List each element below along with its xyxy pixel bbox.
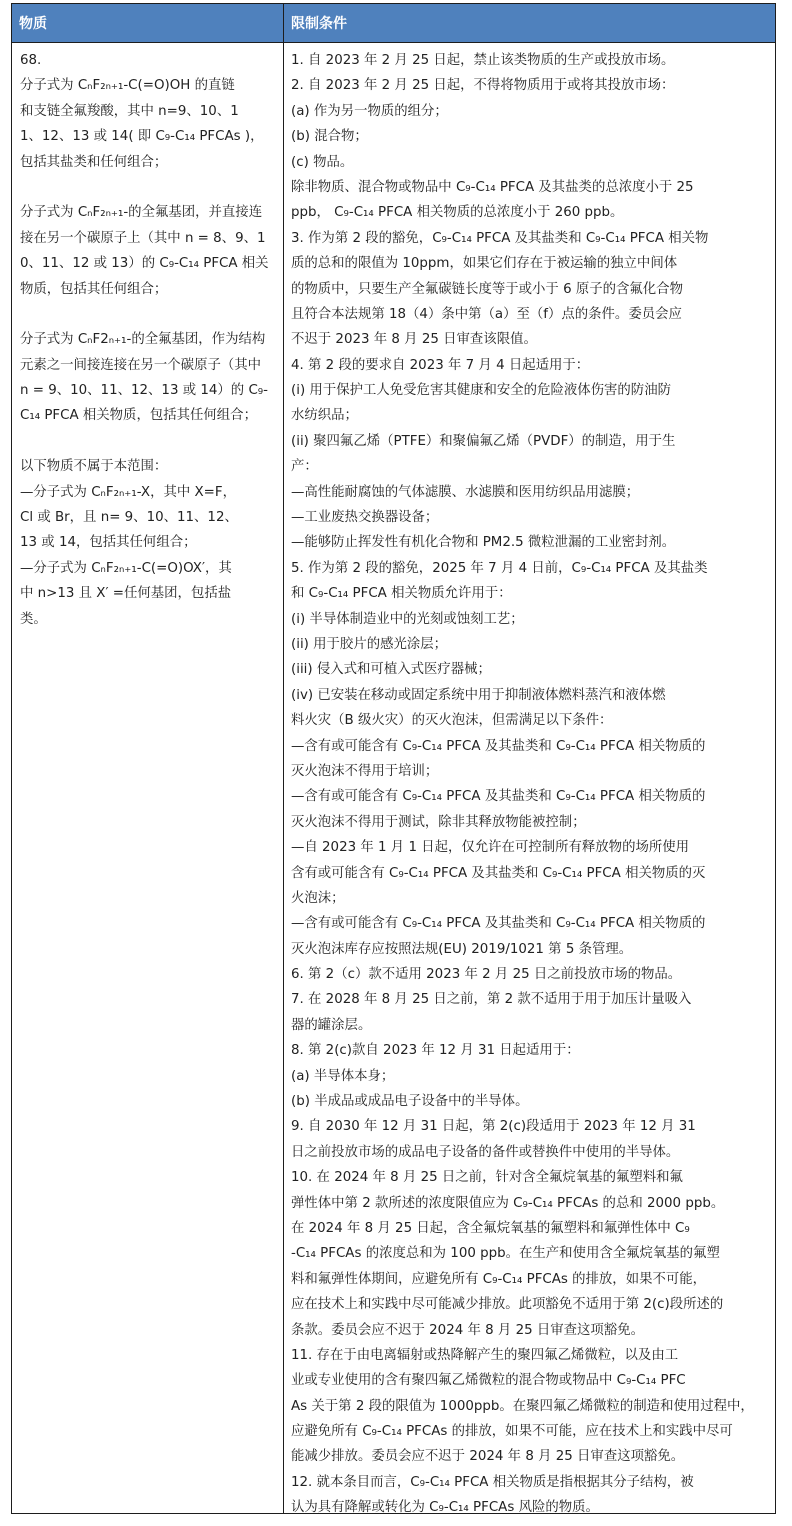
text-line: (a) 半导体本身； — [291, 1068, 395, 1084]
text-line: 分子式为 CₙF2ₙ₊₁-的全氟基团，作为结构 — [20, 332, 266, 348]
text-line: 元素之一间接连接在另一个碳原子（其中 — [20, 357, 262, 373]
table-header-row — [12, 4, 775, 43]
text-line: 应在技术上和实践中尽可能减少排放。此项豁免不适用于第 2(c)段所述的 — [291, 1297, 724, 1313]
text-line: 弹性体中第 2 款所述的浓度限值应为 C₉-C₁₄ PFCAs 的总和 2000 ppb。 — [291, 1195, 725, 1211]
text-line: (ii) 用于胶片的感光涂层； — [291, 636, 448, 652]
text-line: 13 或 14，包括其任何组合； — [20, 535, 197, 551]
text-line — [20, 429, 282, 454]
text-line: (b) 半成品或成品电子设备中的半导体。 — [291, 1094, 529, 1110]
header-substance: 物质 — [19, 16, 47, 32]
text-line: 条款。委员会应不迟于 2024 年 8 月 25 日审查这项豁免。 — [291, 1322, 644, 1338]
text-line: 物质，包括其任何组合； — [20, 281, 168, 297]
text-line: —工业废热交换器设备； — [291, 510, 439, 526]
text-line: 68. — [20, 53, 42, 68]
text-line: 包括其盐类和任何组合； — [20, 154, 168, 170]
text-line: 的物质中，只要生产全氟碳链长度等于或小于 6 原子的含氟化合物 — [291, 281, 683, 297]
text-line: 分子式为 CₙF₂ₙ₊₁-C(=O)OH 的直链 — [20, 78, 235, 94]
text-line: (i) 半导体制造业中的光刻或蚀刻工艺； — [291, 611, 524, 627]
text-line: 7. 在 2028 年 8 月 25 日之前，第 2 款不适用于用于加压计量吸入 — [291, 992, 692, 1008]
text-line: 料火灾（B 级火灾）的灭火泡沫，但需满足以下条件： — [291, 713, 613, 729]
text-line: 在 2024 年 8 月 25 日起，含全氟烷氧基的氟塑料和氟弹性体中 C₉ — [291, 1220, 690, 1236]
text-line: (c) 物品。 — [291, 154, 354, 170]
text-line: 3. 作为第 2 段的豁免，C₉-C₁₄ PFCA 及其盐类和 C₉-C₁₄ PFCA 相关物 — [291, 230, 709, 246]
text-line: 9. 自 2030 年 12 月 31 日起，第 2(c)段适用于 2023 年 12 月 31 — [291, 1119, 696, 1135]
text-line: 且符合本法规第 18（4）条中第（a）至（f）点的条件。委员会应 — [291, 306, 682, 322]
text-line: 6. 第 2（c）款不适用 2023 年 2 月 25 日之前投放市场的物品。 — [291, 967, 682, 983]
text-line: 能减少排放。委员会应不迟于 2024 年 8 月 25 日审查这项豁免。 — [291, 1449, 685, 1465]
text-line: 灭火泡沫不得用于培训； — [291, 763, 439, 779]
text-line: 除非物质、混合物或物品中 C₉-C₁₄ PFCA 及其盐类的总浓度小于 25 — [291, 179, 694, 195]
text-line: ppb， C₉-C₁₄ PFCA 相关物质的总浓度小于 260 ppb。 — [291, 205, 624, 221]
text-line: 1、12、13 或 14( 即 C₉-C₁₄ PFCAs )， — [20, 129, 264, 145]
text-line: C₁₄ PFCA 相关物质，包括其任何组合； — [20, 408, 257, 424]
restriction-table — [11, 3, 776, 1514]
text-line: —分子式为 CₙF₂ₙ₊₁-X，其中 X=F， — [20, 484, 236, 500]
text-line: 和支链全氟羧酸，其中 n=9、10、1 — [20, 103, 239, 119]
text-line: 类。 — [20, 611, 47, 627]
text-line: 和 C₉-C₁₄ PFCA 相关物质允许用于： — [291, 586, 512, 602]
text-line: 水纺织品； — [291, 408, 358, 424]
text-line: 2. 自 2023 年 2 月 25 日起，不得将物质用于或将其投放市场： — [291, 78, 675, 94]
text-line: 不迟于 2023 年 8 月 25 日审查该限值。 — [291, 332, 537, 348]
text-line: (ii) 聚四氟乙烯（PTFE）和聚偏氟乙烯（PVDF）的制造，用于生 — [291, 433, 676, 449]
text-line: 接在另一个碳原子上（其中 n = 8、9、1 — [20, 230, 266, 246]
text-line: (iii) 侵入式和可植入式医疗器械； — [291, 662, 491, 678]
text-line: 含有或可能含有 C₉-C₁₄ PFCA 及其盐类和 C₉-C₁₄ PFCA 相关物质的灭 — [291, 865, 706, 881]
text-line: —含有或可能含有 C₉-C₁₄ PFCA 及其盐类和 C₉-C₁₄ PFCA 相关物质的 — [291, 738, 706, 754]
text-line: 10. 在 2024 年 8 月 25 日之前，针对含全氟烷氧基的氟塑料和氟 — [291, 1170, 683, 1186]
text-line: —能够防止挥发性有机化合物和 PM2.5 微粒泄漏的工业密封剂。 — [291, 535, 676, 551]
text-line: 12. 就本条目而言，C₉-C₁₄ PFCA 相关物质是指根据其分子结构，被 — [291, 1474, 694, 1490]
text-line — [20, 302, 282, 327]
text-line: As 关于第 2 段的限值为 1000ppb。在聚四氟乙烯微粒的制造和使用过程中， — [291, 1398, 754, 1414]
header-restriction: 限制条件 — [291, 16, 347, 32]
text-line: 分子式为 CₙF₂ₙ₊₁-的全氟基团，并直接连 — [20, 205, 263, 221]
text-line: —自 2023 年 1 月 1 日起，仅允许在可控制所有释放物的场所使用 — [291, 840, 690, 856]
text-line: 认为具有降解或转化为 C₉-C₁₄ PFCAs 风险的物质。 — [291, 1500, 599, 1516]
text-line: (b) 混合物； — [291, 129, 368, 145]
text-line: n = 9、10、11、12、13 或 14）的 C₉- — [20, 383, 268, 399]
text-line: 火泡沫； — [291, 890, 345, 906]
text-line: -C₁₄ PFCAs 的浓度总和为 100 ppb。在生产和使用含全氟烷氧基的氟塑 — [291, 1246, 720, 1262]
text-line: 业或专业使用的含有聚四氟乙烯微粒的混合物或物品中 C₉-C₁₄ PFC — [291, 1373, 686, 1389]
text-line: 4. 第 2 段的要求自 2023 年 7 月 4 日起适用于： — [291, 357, 590, 373]
text-line: 灭火泡沫库存应按照法规(EU) 2019/1021 第 5 条管理。 — [291, 941, 633, 957]
text-line: 日之前投放市场的成品电子设备的备件或替换件中使用的半导体。 — [291, 1144, 680, 1160]
text-line: 0、11、12 或 13）的 C₉-C₁₄ PFCA 相关 — [20, 256, 269, 272]
text-line: Cl 或 Br，且 n= 9、10、11、12、 — [20, 510, 238, 526]
text-line: 器的罐涂层。 — [291, 1017, 372, 1033]
substance-cell — [20, 48, 282, 632]
text-line: (iv) 已安装在移动或固定系统中用于抑制液体燃料蒸汽和液体燃 — [291, 687, 666, 703]
text-line: 8. 第 2(c)款自 2023 年 12 月 31 日起适用于： — [291, 1043, 580, 1059]
text-line: (i) 用于保护工人免受危害其健康和安全的危险液体伤害的防油防 — [291, 383, 671, 399]
text-line — [20, 175, 282, 200]
text-line: 应避免所有 C₉-C₁₄ PFCAs 的排放，如果不可能，应在技术上和实践中尽可 — [291, 1424, 733, 1440]
text-line: —分子式为 CₙF₂ₙ₊₁-C(=O)OX′，其 — [20, 560, 232, 576]
text-line: 5. 作为第 2 段的豁免，2025 年 7 月 4 日前，C₉-C₁₄ PFCA 及其盐类 — [291, 560, 708, 576]
text-line: 灭火泡沫不得用于测试，除非其释放物能被控制； — [291, 814, 586, 830]
text-line: —含有或可能含有 C₉-C₁₄ PFCA 及其盐类和 C₉-C₁₄ PFCA 相关物质的 — [291, 916, 706, 932]
column-divider — [283, 4, 284, 1513]
text-line: 1. 自 2023 年 2 月 25 日起，禁止该类物质的生产或投放市场。 — [291, 53, 675, 68]
restriction-cell — [291, 48, 773, 1521]
text-line: 产： — [291, 459, 318, 475]
text-line: 质的总和的限值为 10ppm，如果它们存在于被运输的独立中间体 — [291, 256, 678, 272]
text-line: (a) 作为另一物质的组分； — [291, 103, 448, 119]
text-line: 中 n>13 且 X′ =任何基团，包括盐 — [20, 586, 232, 602]
text-line: 11. 存在于由电离辐射或热降解产生的聚四氟乙烯微粒，以及由工 — [291, 1347, 679, 1363]
text-line: 料和氟弹性体期间，应避免所有 C₉-C₁₄ PFCAs 的排放，如果不可能， — [291, 1271, 707, 1287]
text-line: —高性能耐腐蚀的气体滤膜、水滤膜和医用纺织品用滤膜； — [291, 484, 640, 500]
text-line: 以下物质不属于本范围： — [20, 459, 168, 475]
text-line: —含有或可能含有 C₉-C₁₄ PFCA 及其盐类和 C₉-C₁₄ PFCA 相关物质的 — [291, 789, 706, 805]
